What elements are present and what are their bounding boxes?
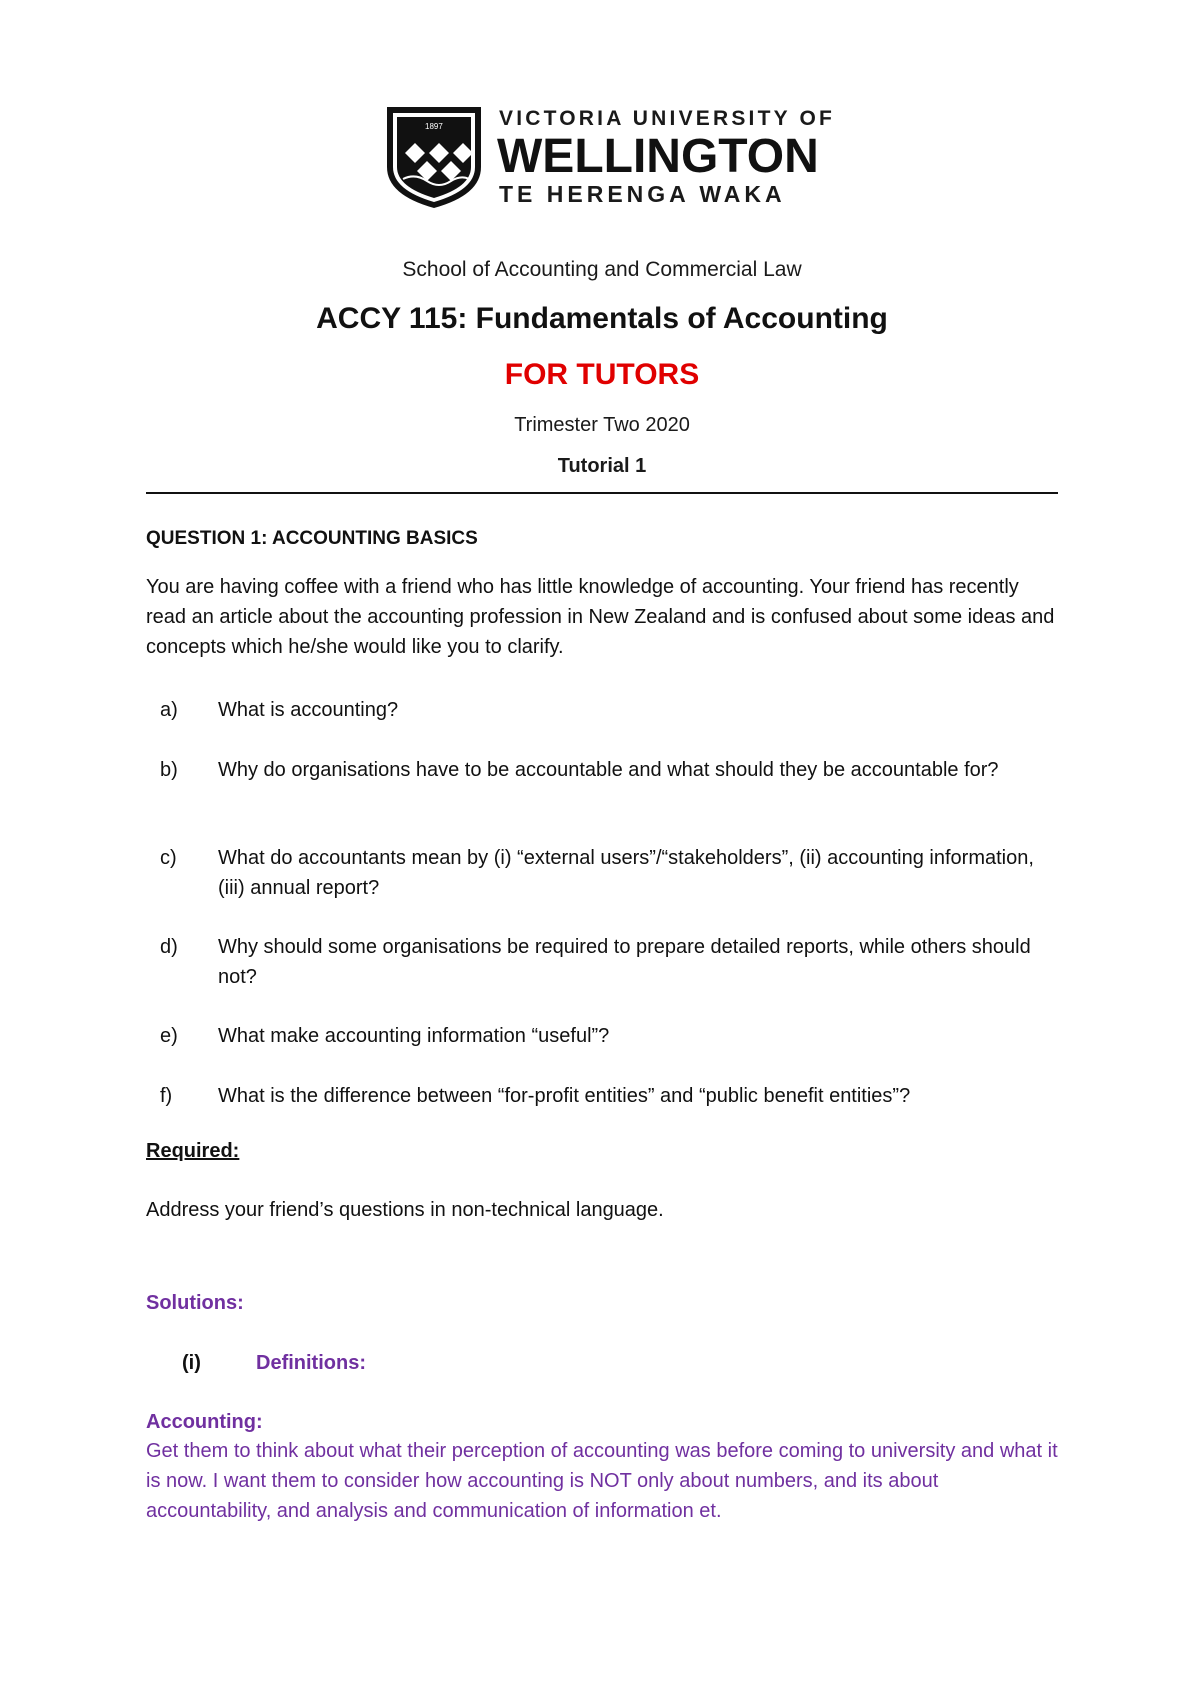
university-logo (385, 105, 836, 210)
logo-wordmark (497, 105, 836, 210)
required-label: Required: (146, 1140, 240, 1162)
school-name: School of Accounting and Commercial Law (402, 258, 802, 281)
logo-line-1: VICTORIA UNIVERSITY OF (499, 107, 836, 130)
item-letter: e) (160, 1025, 178, 1047)
section-label: Definitions: (256, 1352, 366, 1374)
item-letter: c) (160, 847, 177, 869)
item-text: What do accountants mean by (i) “external users”/“stakeholders”, (ii) accounting information, (iii) annual report? (218, 847, 1034, 899)
item-letter: a) (160, 699, 178, 721)
shield-crest-icon (385, 105, 483, 210)
logo-year: 1897 (425, 122, 443, 131)
course-title: ACCY 115: Fundamentals of Accounting (316, 302, 888, 335)
section-number: (i) (182, 1352, 201, 1374)
logo-line-3: TE HERENGA WAKA (499, 181, 786, 207)
logo-line-2: WELLINGTON (497, 130, 819, 183)
item-text: Why do organisations have to be accountable and what should they be accountable for? (218, 759, 999, 781)
item-text: Why should some organisations be required to prepare detailed reports, while others should not? (218, 936, 1031, 988)
accounting-label: Accounting: (146, 1411, 263, 1433)
accounting-text: Get them to think about what their perception of accounting was before coming to university and what it is now. I want them to consider how accounting is NOT only about numbers, and its about accountability, and analysis and communication of information et. (146, 1440, 1058, 1522)
term-label: Trimester Two 2020 (514, 414, 690, 436)
question-title: QUESTION 1: ACCOUNTING BASICS (146, 528, 478, 549)
solutions-label: Solutions: (146, 1292, 244, 1314)
question-intro: You are having coffee with a friend who has little knowledge of accounting. Your friend has recently read an article about the accounting profession in New Zealand and is confused about some ideas and concepts which he/she would like you to clarify. (146, 576, 1055, 658)
item-text: What is accounting? (218, 699, 399, 721)
item-letter: b) (160, 759, 178, 781)
item-letter: d) (160, 936, 178, 958)
item-letter: f) (160, 1085, 173, 1107)
item-text: What is the difference between “for-profit entities” and “public benefit entities”? (218, 1085, 911, 1107)
tutorial-label: Tutorial 1 (557, 455, 647, 477)
header-divider (146, 492, 1058, 494)
audience-label: FOR TUTORS (504, 358, 700, 391)
item-text: What make accounting information “useful”? (218, 1025, 610, 1047)
required-text: Address your friend’s questions in non-technical language. (146, 1199, 664, 1221)
